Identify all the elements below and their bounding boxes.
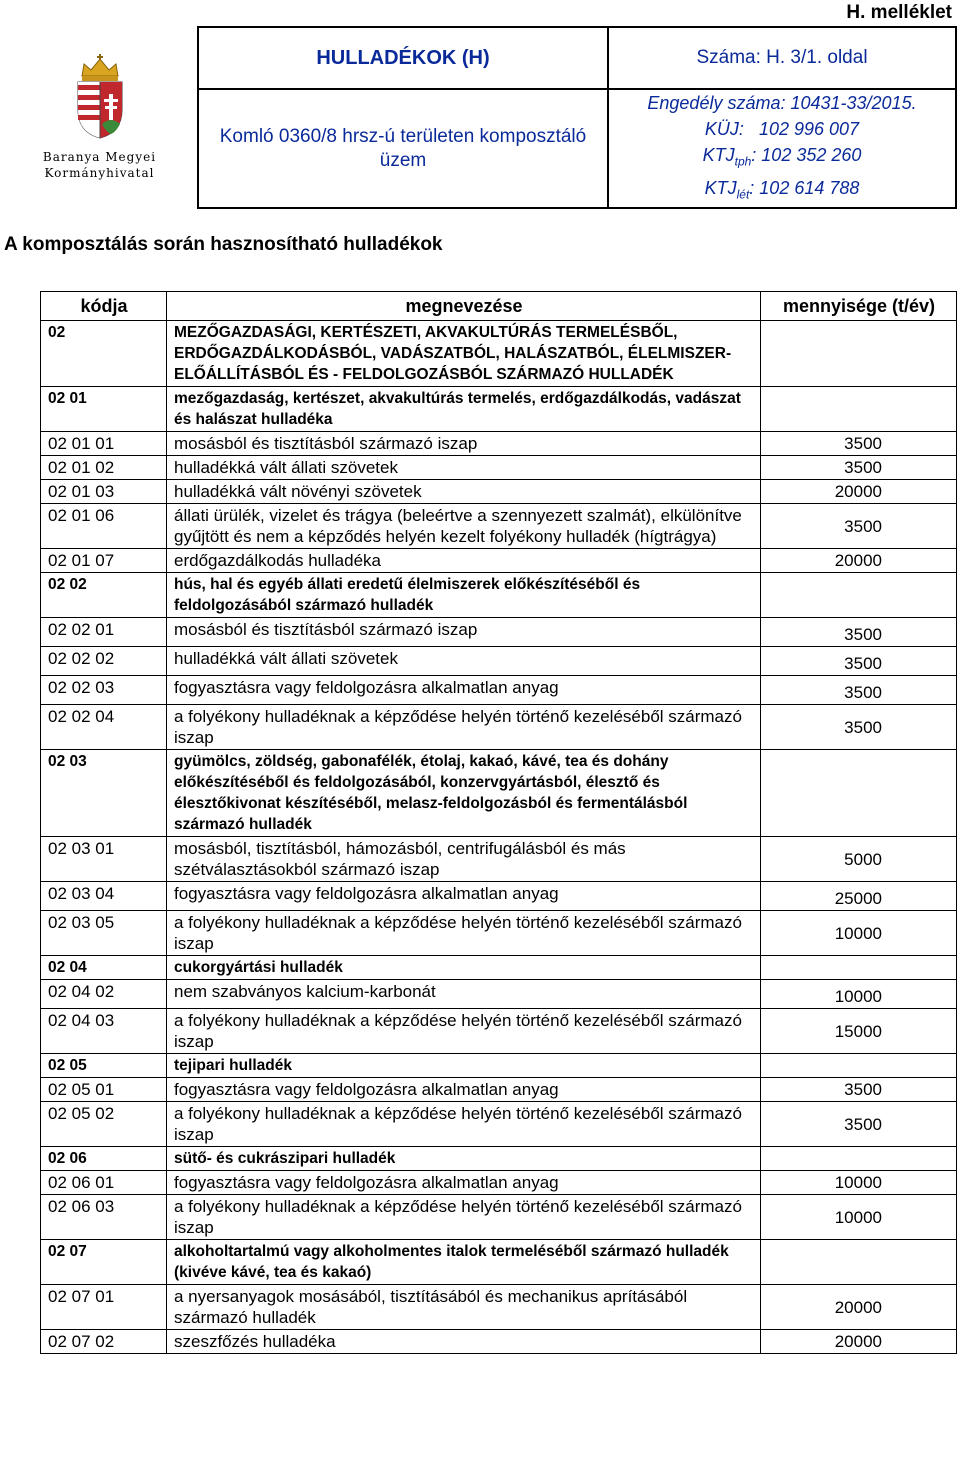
- waste-code-cell: 02 07 02: [41, 1330, 167, 1354]
- waste-code-cell: 02 03: [41, 750, 167, 837]
- waste-code-cell: 02 01 01: [41, 432, 167, 456]
- waste-name-cell: hulladékká vált állati szövetek: [167, 456, 761, 480]
- quantity-cell: [761, 321, 957, 387]
- section-title: A komposztálás során hasznosítható hulladékok: [4, 234, 443, 255]
- quantity-cell: 3500: [761, 456, 957, 480]
- site-name-line2: üzem: [379, 149, 427, 171]
- quantity-cell: 3500: [761, 504, 957, 549]
- annex-label: H. melléklet: [846, 2, 952, 23]
- waste-name-cell: a folyékony hulladéknak a képződése helyén történő kezeléséből származó iszap: [167, 911, 761, 956]
- quantity-cell: 3500: [761, 618, 957, 647]
- table-row: [41, 504, 957, 549]
- waste-code-cell: 02 02 02: [41, 647, 167, 676]
- waste-code-cell: 02 03 05: [41, 911, 167, 956]
- quantity-cell: 20000: [761, 1330, 957, 1354]
- quantity-cell: [761, 956, 957, 980]
- table-row: [41, 480, 957, 504]
- waste-code-cell: 02: [41, 321, 167, 387]
- table-row: [41, 1285, 957, 1330]
- table-row: [41, 1009, 957, 1054]
- table-row: [41, 882, 957, 911]
- table-row: [41, 1195, 957, 1240]
- waste-name-cell: hulladékká vált növényi szövetek: [167, 480, 761, 504]
- waste-name-cell: cukorgyártási hulladék: [167, 956, 761, 980]
- waste-name-cell: mosásból, tisztításból, hámozásból, centrifugálásból és más szétválasztásokból származó iszap: [167, 837, 761, 882]
- ktj-let-label: KTJ: [704, 177, 737, 198]
- quantity-cell: 3500: [761, 705, 957, 750]
- ktj-tph-label: KTJ: [702, 145, 735, 165]
- quantity-cell: 3500: [761, 676, 957, 705]
- waste-name-cell: fogyasztásra vagy feldolgozásra alkalmatlan anyag: [167, 1078, 761, 1102]
- waste-name-cell: a folyékony hulladéknak a képződése helyén történő kezeléséből származó iszap: [167, 1102, 761, 1147]
- table-row: [41, 1078, 957, 1102]
- category-row: [41, 1240, 957, 1285]
- waste-name-cell: fogyasztásra vagy feldolgozásra alkalmatlan anyag: [167, 1171, 761, 1195]
- table-row: [41, 911, 957, 956]
- document-header: [2, 26, 957, 209]
- waste-name-cell: erdőgazdálkodás hulladéka: [167, 549, 761, 573]
- waste-table-body: [41, 292, 957, 1354]
- waste-name-cell: a folyékony hulladéknak a képződése helyén történő kezeléséből származó iszap: [167, 1009, 761, 1054]
- waste-name-cell: hús, hal és egyéb állati eredetű élelmiszerek előkészítéséből és feldolgozásából származó hulladék: [167, 573, 761, 618]
- coat-of-arms-icon: [72, 54, 128, 140]
- quantity-cell: [761, 387, 957, 432]
- waste-name-cell: hulladékká vált állati szövetek: [167, 647, 761, 676]
- table-row: [41, 1330, 957, 1354]
- quantity-cell: 25000: [761, 882, 957, 911]
- waste-code-cell: 02 02 01: [41, 618, 167, 647]
- page-number: Száma: H. 3/1. oldal: [608, 27, 956, 89]
- waste-name-cell: mosásból és tisztításból származó iszap: [167, 618, 761, 647]
- table-row: [41, 456, 957, 480]
- waste-code-cell: 02 01 07: [41, 549, 167, 573]
- category-row: [41, 1054, 957, 1078]
- quantity-cell: 10000: [761, 911, 957, 956]
- ktj-let-line: [609, 175, 955, 208]
- table-row: [41, 647, 957, 676]
- quantity-cell: [761, 750, 957, 837]
- permit-number: Engedély száma: 10431-33/2015.: [647, 93, 917, 113]
- logo-block: [2, 27, 198, 208]
- waste-code-cell: 02 06 01: [41, 1171, 167, 1195]
- quantity-cell: 3500: [761, 1102, 957, 1147]
- organization-name: [2, 149, 197, 181]
- waste-name-cell: a folyékony hulladéknak a képződése helyén történő kezeléséből származó iszap: [167, 1195, 761, 1240]
- table-row: [41, 1102, 957, 1147]
- site-name-line1: Komló 0360/8 hrsz-ú területen komposztáló: [219, 125, 587, 147]
- waste-code-cell: 02 07 01: [41, 1285, 167, 1330]
- waste-code-cell: 02 04 03: [41, 1009, 167, 1054]
- waste-name-cell: a nyersanyagok mosásából, tisztításából és mechanikus aprításából származó hulladék: [167, 1285, 761, 1330]
- category-row: [41, 750, 957, 837]
- waste-code-cell: 02 01 02: [41, 456, 167, 480]
- quantity-cell: 10000: [761, 1171, 957, 1195]
- kuj-line: [609, 116, 955, 142]
- quantity-cell: [761, 1054, 957, 1078]
- waste-name-cell: sütő- és cukrászipari hulladék: [167, 1147, 761, 1171]
- table-row: [41, 549, 957, 573]
- quantity-cell: 3500: [761, 647, 957, 676]
- table-row: [41, 837, 957, 882]
- waste-name-cell: gyümölcs, zöldség, gabonafélék, étolaj, kakaó, kávé, tea és dohány előkészítéséből és feldolgozásából, konzervgyártásból, élesztő és élesztőkivonat készítéséből, melasz-feldolgozásból és fermentálásból származó hulladék: [167, 750, 761, 837]
- waste-code-cell: 02 07: [41, 1240, 167, 1285]
- table-row: [41, 1171, 957, 1195]
- org-name-line2: Kormányhivatal: [44, 166, 155, 181]
- category-row: [41, 321, 957, 387]
- org-name-line1: Baranya Megyei: [42, 150, 157, 165]
- waste-name-cell: fogyasztásra vagy feldolgozásra alkalmatlan anyag: [167, 882, 761, 911]
- permit-block: [608, 89, 956, 208]
- table-row: [41, 705, 957, 750]
- quantity-cell: 3500: [761, 432, 957, 456]
- quantity-cell: 20000: [761, 549, 957, 573]
- ktj-let-sub: lét: [736, 187, 750, 202]
- table-row: [41, 618, 957, 647]
- waste-code-cell: 02 03 01: [41, 837, 167, 882]
- waste-code-cell: 02 02: [41, 573, 167, 618]
- waste-code-cell: 02 05 02: [41, 1102, 167, 1147]
- column-header-code: kódja: [41, 292, 167, 321]
- category-row: [41, 387, 957, 432]
- waste-code-cell: 02 03 04: [41, 882, 167, 911]
- quantity-cell: [761, 573, 957, 618]
- quantity-cell: 20000: [761, 1285, 957, 1330]
- kuj-value: 102 996 007: [758, 119, 860, 139]
- quantity-cell: [761, 1147, 957, 1171]
- quantity-cell: 10000: [761, 1195, 957, 1240]
- table-row: [41, 676, 957, 705]
- waste-table: [40, 291, 957, 1354]
- waste-name-cell: szeszfőzés hulladéka: [167, 1330, 761, 1354]
- document-title: HULLADÉKOK (H): [198, 27, 608, 89]
- waste-code-cell: 02 01 03: [41, 480, 167, 504]
- site-name: [198, 89, 608, 208]
- waste-name-cell: fogyasztásra vagy feldolgozásra alkalmatlan anyag: [167, 676, 761, 705]
- table-row: [41, 980, 957, 1009]
- quantity-cell: 15000: [761, 1009, 957, 1054]
- waste-code-cell: 02 05 01: [41, 1078, 167, 1102]
- kuj-label: KÜJ:: [704, 119, 744, 139]
- waste-name-cell: mezőgazdaság, kertészet, akvakultúrás termelés, erdőgazdálkodás, vadászat és halászat hulladéka: [167, 387, 761, 432]
- quantity-cell: 5000: [761, 837, 957, 882]
- ktj-tph-line: [609, 142, 955, 175]
- waste-code-cell: 02 01 06: [41, 504, 167, 549]
- waste-code-cell: 02 01: [41, 387, 167, 432]
- waste-code-cell: 02 04: [41, 956, 167, 980]
- quantity-cell: 10000: [761, 980, 957, 1009]
- table-row: [41, 432, 957, 456]
- category-row: [41, 573, 957, 618]
- column-header-name: megnevezése: [167, 292, 761, 321]
- category-row: [41, 956, 957, 980]
- ktj-let-value: : 102 614 788: [749, 177, 860, 198]
- table-header-row: [41, 292, 957, 321]
- waste-name-cell: MEZŐGAZDASÁGI, KERTÉSZETI, AKVAKULTÚRÁS TERMELÉSBŐL, ERDŐGAZDÁLKODÁSBÓL, VADÁSZATBÓL, HALÁSZATBÓL, ÉLELMISZER-ELŐÁLLÍTÁSBÓL ÉS - FELDOLGOZÁSBÓL SZÁRMAZÓ HULLADÉK: [167, 321, 761, 387]
- quantity-cell: [761, 1240, 957, 1285]
- waste-name-cell: mosásból és tisztításból származó iszap: [167, 432, 761, 456]
- waste-name-cell: a folyékony hulladéknak a képződése helyén történő kezeléséből származó iszap: [167, 705, 761, 750]
- waste-name-cell: alkoholtartalmú vagy alkoholmentes italok termeléséből származó hulladék (kivéve kávé, tea és kakaó): [167, 1240, 761, 1285]
- waste-name-cell: állati ürülék, vizelet és trágya (beleértve a szennyezett szalmát), elkülönítve gyűjtött és nem a képződés helyén kezelt folyékony hulladék (hígtrágya): [167, 504, 761, 549]
- quantity-cell: 20000: [761, 480, 957, 504]
- ktj-tph-sub: tph: [734, 154, 752, 169]
- quantity-cell: 3500: [761, 1078, 957, 1102]
- column-header-quantity: mennyisége (t/év): [761, 292, 957, 321]
- waste-code-cell: 02 06 03: [41, 1195, 167, 1240]
- waste-code-cell: 02 06: [41, 1147, 167, 1171]
- waste-code-cell: 02 04 02: [41, 980, 167, 1009]
- waste-name-cell: tejipari hulladék: [167, 1054, 761, 1078]
- waste-code-cell: 02 02 03: [41, 676, 167, 705]
- ktj-tph-value: : 102 352 260: [751, 145, 862, 165]
- waste-code-cell: 02 02 04: [41, 705, 167, 750]
- waste-code-cell: 02 05: [41, 1054, 167, 1078]
- category-row: [41, 1147, 957, 1171]
- waste-name-cell: nem szabványos kalcium-karbonát: [167, 980, 761, 1009]
